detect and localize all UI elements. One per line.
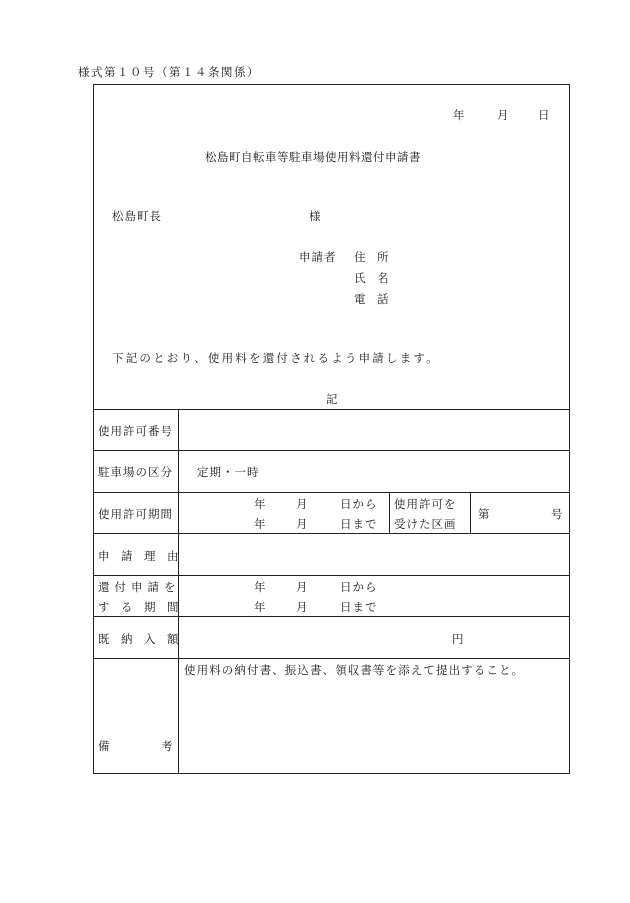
permit-from-year: 年: [254, 497, 266, 511]
applicant-phone-label: 電 話: [354, 292, 389, 306]
table-top-rule: [93, 409, 570, 410]
applicant-label: 申請者: [299, 250, 337, 264]
remarks-text: 使用料の納付書、振込書、領収書等を添えて提出すること。: [184, 663, 525, 677]
row-rule-5: [93, 616, 570, 617]
permit-period-label: 使用許可期間: [98, 507, 173, 521]
remarks-label-char1: 備: [98, 739, 110, 753]
parking-type-label: 駐車場の区分: [98, 465, 173, 479]
refund-from-month: 月: [296, 580, 308, 594]
section-value-rule: [470, 492, 471, 533]
permit-to-day: 日まで: [340, 517, 378, 531]
permit-number-label: 使用許可番号: [98, 424, 173, 438]
remarks-label-char2: 考: [161, 739, 173, 753]
refund-from-day: 日から: [340, 580, 378, 594]
row-rule-4: [93, 575, 570, 576]
application-reason-label: 申 請 理 由: [98, 549, 179, 563]
refund-period-label-line2: す る 期 間: [98, 600, 179, 614]
refund-to-month: 月: [296, 600, 308, 614]
section-label-line2: 受けた区画: [394, 517, 457, 531]
addressee-name: 松島町長: [112, 209, 162, 223]
refund-to-day: 日まで: [340, 600, 378, 614]
section-number-prefix: 第: [478, 507, 490, 521]
addressee-honorific: 様: [309, 209, 321, 223]
row-rule-1: [93, 450, 570, 451]
yen-unit: 円: [452, 632, 464, 646]
date-year-label: 年: [453, 108, 465, 122]
section-number-suffix: 号: [551, 507, 563, 521]
date-day-label: 日: [538, 108, 550, 122]
refund-period-label-line1: 還付申請を: [98, 580, 181, 594]
refund-to-year: 年: [254, 600, 266, 614]
permit-from-day: 日から: [340, 497, 378, 511]
document-title: 松島町自転車等駐車場使用料還付申請書: [205, 150, 421, 164]
form-reference: 様式第１０号（第１４条関係）: [78, 65, 260, 79]
date-month-label: 月: [497, 108, 509, 122]
applicant-address-label: 住 所: [354, 250, 389, 264]
permit-to-year: 年: [254, 517, 266, 531]
refund-from-year: 年: [254, 580, 266, 594]
row-rule-3: [93, 533, 570, 534]
row-rule-2: [93, 492, 570, 493]
ki-heading: 記: [326, 392, 338, 406]
section-label-line1: 使用許可を: [394, 497, 457, 511]
permit-from-month: 月: [296, 497, 308, 511]
parking-type-value: 定期・一時: [197, 465, 260, 479]
request-statement: 下記のとおり、使用料を還付されるよう申請します。: [112, 351, 440, 365]
section-label-rule: [389, 492, 390, 533]
applicant-name-label: 氏 名: [354, 271, 389, 285]
paid-amount-label: 既 納 入 額: [98, 632, 179, 646]
permit-to-month: 月: [296, 517, 308, 531]
row-rule-6: [93, 658, 570, 659]
